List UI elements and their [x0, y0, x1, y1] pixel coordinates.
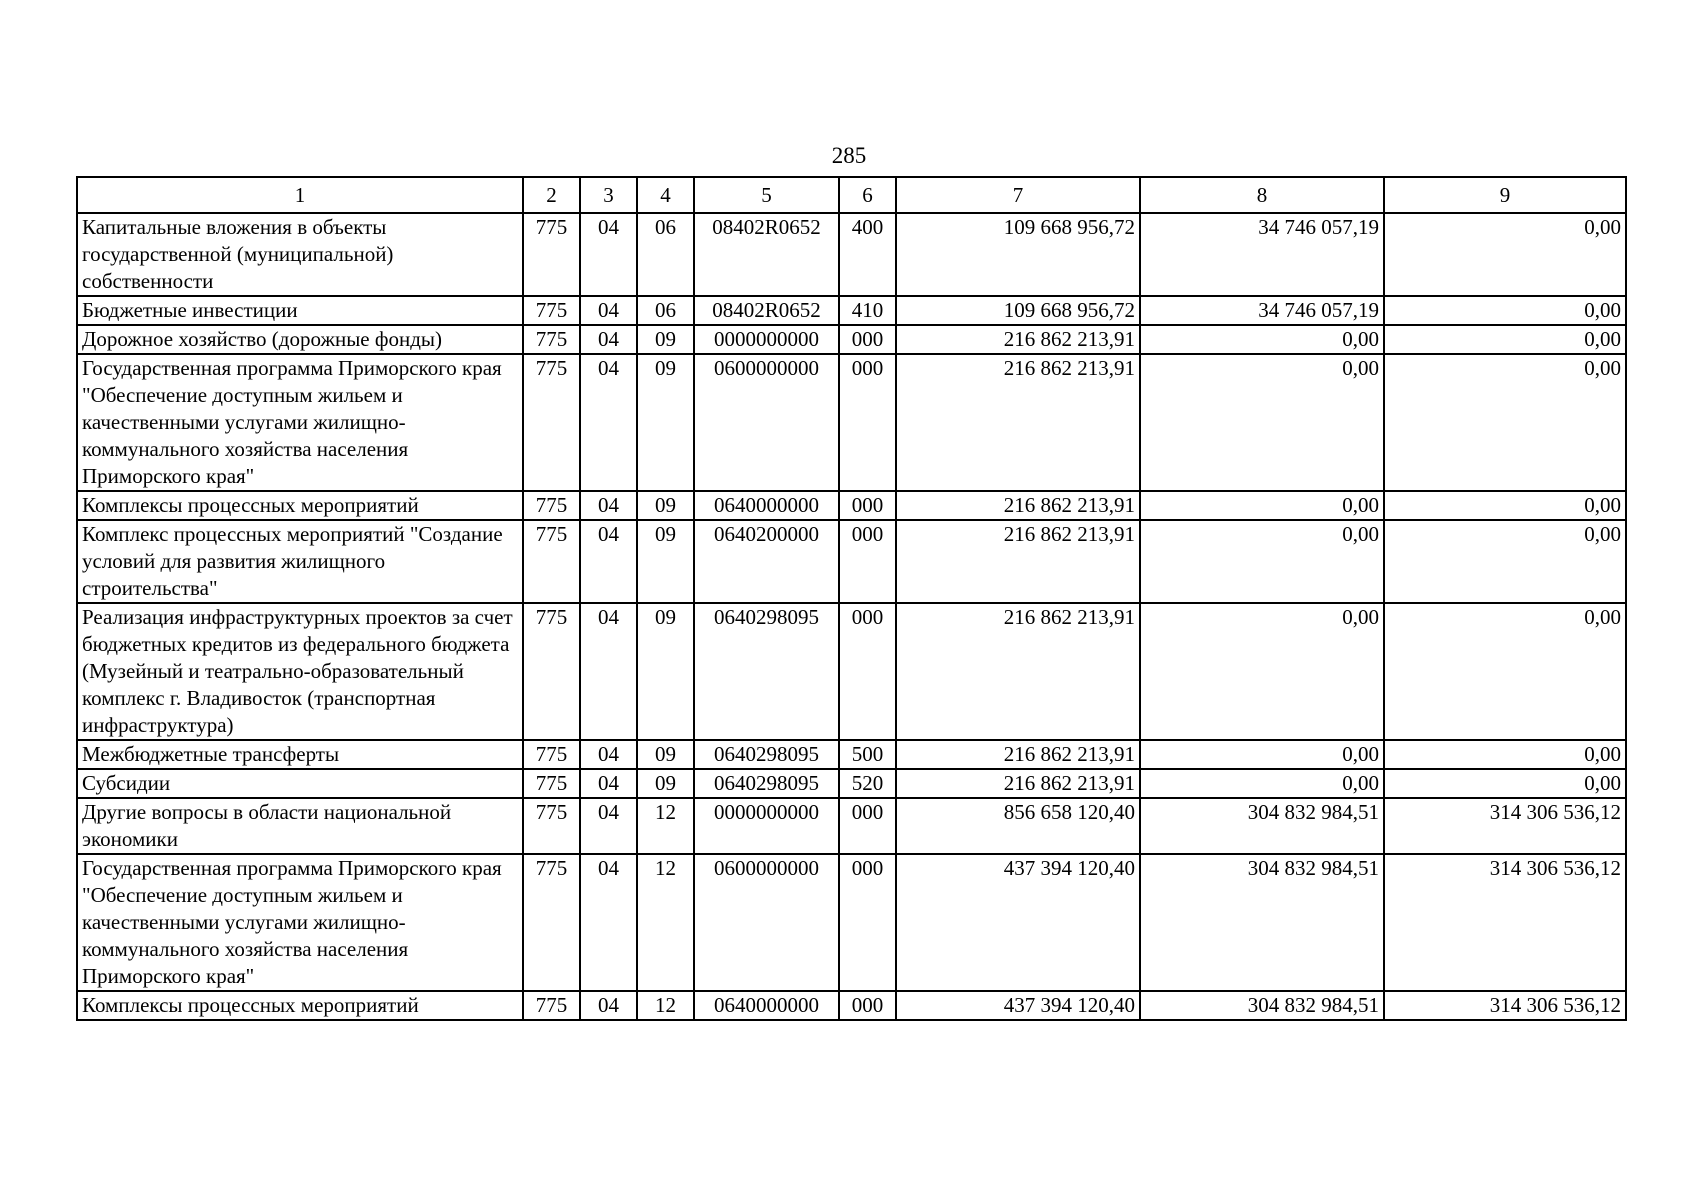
- cell-expense-type: 000: [839, 798, 896, 854]
- cell-target-code: 0000000000: [694, 798, 839, 854]
- column-header: 3: [580, 177, 637, 213]
- cell-code-4: 09: [637, 740, 694, 769]
- cell-amount-8: 0,00: [1140, 769, 1384, 798]
- cell-amount-8: 304 832 984,51: [1140, 854, 1384, 991]
- cell-code-4: 09: [637, 354, 694, 491]
- header-row: [77, 177, 1626, 213]
- cell-amount-7: 216 862 213,91: [896, 520, 1140, 603]
- cell-target-code: 08402R0652: [694, 213, 839, 296]
- cell-amount-8: 34 746 057,19: [1140, 213, 1384, 296]
- cell-code-2: 775: [523, 991, 580, 1020]
- cell-expense-type: 400: [839, 213, 896, 296]
- cell-target-code: 0600000000: [694, 354, 839, 491]
- cell-amount-8: 304 832 984,51: [1140, 991, 1384, 1020]
- row-name: Капитальные вложения в объекты государственной (муниципальной) собственности: [77, 213, 523, 296]
- column-header: 2: [523, 177, 580, 213]
- table-row: [77, 213, 1626, 296]
- cell-code-4: 09: [637, 491, 694, 520]
- table-row: [77, 354, 1626, 491]
- column-header: 6: [839, 177, 896, 213]
- cell-code-2: 775: [523, 296, 580, 325]
- cell-amount-7: 216 862 213,91: [896, 603, 1140, 740]
- cell-amount-9: 0,00: [1384, 769, 1626, 798]
- cell-amount-7: 216 862 213,91: [896, 354, 1140, 491]
- cell-target-code: 0600000000: [694, 854, 839, 991]
- row-name: Государственная программа Приморского края "Обеспечение доступным жильем и качественными услугами жилищно-коммунального хозяйства населения Приморского края": [77, 354, 523, 491]
- cell-code-4: 09: [637, 520, 694, 603]
- cell-code-2: 775: [523, 769, 580, 798]
- row-name: Комплекс процессных мероприятий "Создание условий для развития жилищного строительства": [77, 520, 523, 603]
- cell-expense-type: 500: [839, 740, 896, 769]
- row-name: Государственная программа Приморского края "Обеспечение доступным жильем и качественными услугами жилищно-коммунального хозяйства населения Приморского края": [77, 854, 523, 991]
- cell-expense-type: 410: [839, 296, 896, 325]
- cell-code-4: 06: [637, 296, 694, 325]
- column-header: 8: [1140, 177, 1384, 213]
- cell-amount-9: 0,00: [1384, 354, 1626, 491]
- cell-code-2: 775: [523, 325, 580, 354]
- cell-amount-8: 0,00: [1140, 491, 1384, 520]
- cell-code-4: 12: [637, 798, 694, 854]
- row-name: Бюджетные инвестиции: [77, 296, 523, 325]
- cell-amount-9: 314 306 536,12: [1384, 991, 1626, 1020]
- cell-expense-type: 000: [839, 354, 896, 491]
- cell-expense-type: 520: [839, 769, 896, 798]
- cell-amount-7: 856 658 120,40: [896, 798, 1140, 854]
- cell-amount-7: 109 668 956,72: [896, 296, 1140, 325]
- cell-expense-type: 000: [839, 520, 896, 603]
- cell-code-3: 04: [580, 296, 637, 325]
- cell-code-4: 09: [637, 603, 694, 740]
- column-header: 9: [1384, 177, 1626, 213]
- cell-code-3: 04: [580, 854, 637, 991]
- cell-amount-7: 437 394 120,40: [896, 854, 1140, 991]
- page-number: 285: [831, 143, 867, 168]
- cell-target-code: 0640200000: [694, 520, 839, 603]
- row-name: Дорожное хозяйство (дорожные фонды): [77, 325, 523, 354]
- cell-expense-type: 000: [839, 854, 896, 991]
- cell-target-code: 0640000000: [694, 991, 839, 1020]
- cell-amount-9: 0,00: [1384, 520, 1626, 603]
- cell-amount-7: 216 862 213,91: [896, 769, 1140, 798]
- row-name: Субсидии: [77, 769, 523, 798]
- cell-target-code: 0640298095: [694, 603, 839, 740]
- column-header: 5: [694, 177, 839, 213]
- table-row: [77, 854, 1626, 991]
- cell-amount-8: 0,00: [1140, 325, 1384, 354]
- cell-code-4: 09: [637, 325, 694, 354]
- table-row: [77, 520, 1626, 603]
- cell-code-3: 04: [580, 491, 637, 520]
- table-row: [77, 991, 1626, 1020]
- cell-code-2: 775: [523, 854, 580, 991]
- cell-code-2: 775: [523, 798, 580, 854]
- column-header: 7: [896, 177, 1140, 213]
- cell-amount-9: 0,00: [1384, 213, 1626, 296]
- cell-amount-9: 314 306 536,12: [1384, 854, 1626, 991]
- cell-amount-9: 0,00: [1384, 325, 1626, 354]
- cell-code-3: 04: [580, 740, 637, 769]
- cell-amount-7: 437 394 120,40: [896, 991, 1140, 1020]
- cell-code-2: 775: [523, 354, 580, 491]
- cell-amount-8: 34 746 057,19: [1140, 296, 1384, 325]
- cell-amount-9: 0,00: [1384, 491, 1626, 520]
- table-row: [77, 769, 1626, 798]
- cell-target-code: 0640298095: [694, 769, 839, 798]
- cell-code-4: 12: [637, 991, 694, 1020]
- cell-amount-9: 0,00: [1384, 740, 1626, 769]
- row-name: Другие вопросы в области национальной экономики: [77, 798, 523, 854]
- cell-amount-8: 0,00: [1140, 520, 1384, 603]
- column-header: 1: [77, 177, 523, 213]
- table-row: [77, 491, 1626, 520]
- cell-code-2: 775: [523, 520, 580, 603]
- cell-code-3: 04: [580, 603, 637, 740]
- cell-code-3: 04: [580, 325, 637, 354]
- cell-code-2: 775: [523, 213, 580, 296]
- table-row: [77, 603, 1626, 740]
- cell-target-code: 08402R0652: [694, 296, 839, 325]
- column-header: 4: [637, 177, 694, 213]
- cell-amount-7: 109 668 956,72: [896, 213, 1140, 296]
- table-row: [77, 798, 1626, 854]
- cell-code-3: 04: [580, 520, 637, 603]
- cell-amount-8: 0,00: [1140, 603, 1384, 740]
- cell-code-3: 04: [580, 354, 637, 491]
- cell-target-code: 0640000000: [694, 491, 839, 520]
- cell-amount-8: 0,00: [1140, 740, 1384, 769]
- cell-amount-7: 216 862 213,91: [896, 325, 1140, 354]
- table-row: [77, 296, 1626, 325]
- cell-amount-9: 0,00: [1384, 603, 1626, 740]
- cell-code-4: 06: [637, 213, 694, 296]
- cell-amount-8: 0,00: [1140, 354, 1384, 491]
- row-name: Комплексы процессных мероприятий: [77, 991, 523, 1020]
- cell-code-2: 775: [523, 491, 580, 520]
- cell-code-3: 04: [580, 991, 637, 1020]
- row-name: Реализация инфраструктурных проектов за счет бюджетных кредитов из федерального бюджета (Музейный и театрально-образовательный комплекс г. Владивосток (транспортная инфраструктура): [77, 603, 523, 740]
- cell-amount-8: 304 832 984,51: [1140, 798, 1384, 854]
- cell-target-code: 0000000000: [694, 325, 839, 354]
- row-name: Межбюджетные трансферты: [77, 740, 523, 769]
- cell-amount-9: 314 306 536,12: [1384, 798, 1626, 854]
- cell-target-code: 0640298095: [694, 740, 839, 769]
- cell-expense-type: 000: [839, 991, 896, 1020]
- cell-expense-type: 000: [839, 603, 896, 740]
- cell-code-4: 09: [637, 769, 694, 798]
- row-name: Комплексы процессных мероприятий: [77, 491, 523, 520]
- cell-code-3: 04: [580, 798, 637, 854]
- cell-amount-9: 0,00: [1384, 296, 1626, 325]
- cell-amount-7: 216 862 213,91: [896, 740, 1140, 769]
- cell-code-2: 775: [523, 603, 580, 740]
- cell-amount-7: 216 862 213,91: [896, 491, 1140, 520]
- table-row: [77, 740, 1626, 769]
- budget-table: [76, 176, 1627, 1021]
- table-body: [77, 213, 1626, 1020]
- cell-code-4: 12: [637, 854, 694, 991]
- cell-expense-type: 000: [839, 491, 896, 520]
- cell-expense-type: 000: [839, 325, 896, 354]
- cell-code-3: 04: [580, 213, 637, 296]
- table-row: [77, 325, 1626, 354]
- cell-code-3: 04: [580, 769, 637, 798]
- cell-code-2: 775: [523, 740, 580, 769]
